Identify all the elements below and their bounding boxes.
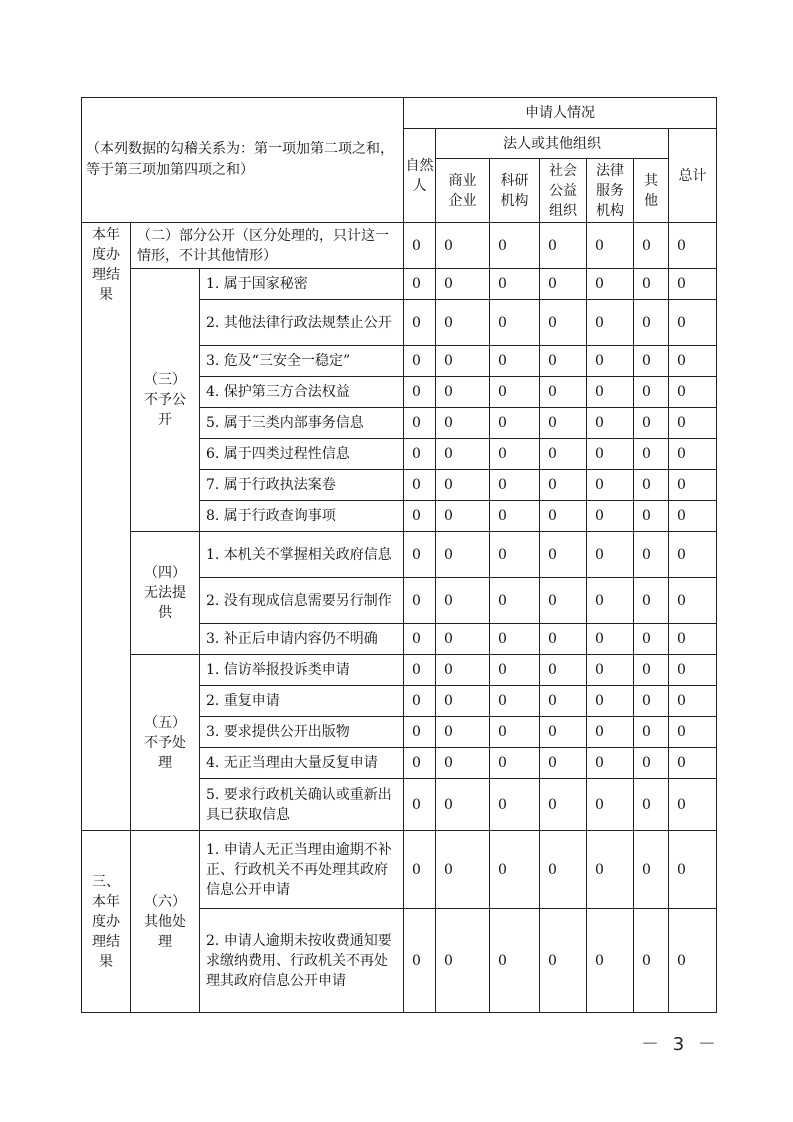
row-label: 2. 重复申请	[200, 686, 404, 717]
value-cell: 0	[634, 223, 669, 269]
value-cell: 0	[490, 501, 540, 532]
row-label: 1. 属于国家秘密	[200, 269, 404, 300]
value-cell: 0	[587, 748, 634, 779]
value-cell: 0	[490, 624, 540, 655]
value-cell: 0	[669, 532, 717, 578]
value-cell: 0	[490, 269, 540, 300]
value-cell: 0	[587, 909, 634, 1013]
row-label: 2. 申请人逾期未按收费通知要求缴纳费用、行政机关不再处理其政府信息公开申请	[200, 909, 404, 1013]
value-cell: 0	[436, 346, 490, 377]
value-cell: 0	[634, 439, 669, 470]
value-cell: 0	[669, 686, 717, 717]
value-cell: 0	[404, 624, 436, 655]
value-cell: 0	[436, 779, 490, 831]
value-cell: 0	[587, 624, 634, 655]
value-cell: 0	[587, 408, 634, 439]
value-cell: 0	[540, 377, 587, 408]
value-cell: 0	[540, 346, 587, 377]
value-cell: 0	[669, 408, 717, 439]
value-cell: 0	[634, 748, 669, 779]
value-cell: 0	[669, 223, 717, 269]
value-cell: 0	[540, 300, 587, 346]
value-cell: 0	[436, 578, 490, 624]
value-cell: 0	[404, 300, 436, 346]
row-label: 2. 没有现成信息需要另行制作	[200, 578, 404, 624]
value-cell: 0	[436, 831, 490, 909]
category-cell: 本年度办理结果	[82, 223, 131, 831]
row-label: 5. 属于三类内部事务信息	[200, 408, 404, 439]
value-cell: 0	[404, 831, 436, 909]
value-cell: 0	[669, 269, 717, 300]
value-cell: 0	[669, 470, 717, 501]
value-cell: 0	[669, 717, 717, 748]
value-cell: 0	[540, 470, 587, 501]
value-cell: 0	[404, 748, 436, 779]
row-label: 1. 申请人无正当理由逾期不补正、行政机关不再处理其政府信息公开申请	[200, 831, 404, 909]
row-label: 3. 要求提供公开出版物	[200, 717, 404, 748]
value-cell: 0	[587, 346, 634, 377]
value-cell: 0	[436, 269, 490, 300]
value-cell: 0	[669, 831, 717, 909]
value-cell: 0	[490, 346, 540, 377]
value-cell: 0	[540, 748, 587, 779]
value-cell: 0	[490, 439, 540, 470]
value-cell: 0	[436, 300, 490, 346]
value-cell: 0	[634, 831, 669, 909]
value-cell: 0	[404, 470, 436, 501]
value-cell: 0	[634, 269, 669, 300]
value-cell: 0	[436, 532, 490, 578]
table-row	[82, 223, 717, 269]
value-cell: 0	[404, 686, 436, 717]
group-cell: （六）其他处理	[131, 831, 200, 1013]
table-row	[82, 269, 717, 300]
group-cell: （三）不予公开	[131, 269, 200, 532]
value-cell: 0	[540, 624, 587, 655]
value-cell: 0	[436, 909, 490, 1013]
value-cell: 0	[634, 346, 669, 377]
value-cell: 0	[490, 408, 540, 439]
table-row	[82, 831, 717, 909]
value-cell: 0	[490, 748, 540, 779]
value-cell: 0	[404, 377, 436, 408]
value-cell: 0	[634, 624, 669, 655]
value-cell: 0	[436, 439, 490, 470]
value-cell: 0	[436, 470, 490, 501]
value-cell: 0	[634, 655, 669, 686]
value-cell: 0	[490, 779, 540, 831]
value-cell: 0	[540, 408, 587, 439]
value-cell: 0	[404, 346, 436, 377]
row-label: 1. 本机关不掌握相关政府信息	[200, 532, 404, 578]
value-cell: 0	[490, 655, 540, 686]
value-cell: 0	[587, 501, 634, 532]
value-cell: 0	[404, 717, 436, 748]
value-cell: 0	[669, 578, 717, 624]
row-label: 4. 保护第三方合法权益	[200, 377, 404, 408]
value-cell: 0	[587, 831, 634, 909]
value-cell: 0	[436, 223, 490, 269]
value-cell: 0	[404, 532, 436, 578]
value-cell: 0	[669, 748, 717, 779]
value-cell: 0	[490, 686, 540, 717]
value-cell: 0	[436, 377, 490, 408]
value-cell: 0	[587, 470, 634, 501]
row-label: 1. 信访举报投诉类申请	[200, 655, 404, 686]
value-cell: 0	[669, 346, 717, 377]
value-cell: 0	[490, 300, 540, 346]
value-cell: 0	[436, 748, 490, 779]
value-cell: 0	[490, 831, 540, 909]
row-label: 4. 无正当理由大量反复申请	[200, 748, 404, 779]
value-cell: 0	[587, 300, 634, 346]
value-cell: 0	[540, 779, 587, 831]
relation-note: （本列数据的勾稽关系为：第一项加第二项之和，等于第三项加第四项之和）	[82, 98, 404, 223]
value-cell: 0	[404, 223, 436, 269]
value-cell: 0	[436, 655, 490, 686]
value-cell: 0	[634, 779, 669, 831]
value-cell: 0	[587, 439, 634, 470]
value-cell: 0	[587, 779, 634, 831]
group-cell: （四）无法提供	[131, 532, 200, 655]
row-label: （二）部分公开（区分处理的，只计这一情形，不计其他情形）	[131, 223, 404, 269]
value-cell: 0	[634, 532, 669, 578]
value-cell: 0	[436, 624, 490, 655]
value-cell: 0	[669, 501, 717, 532]
government-info-disclosure-table	[81, 97, 717, 1013]
value-cell: 0	[540, 578, 587, 624]
legal-or-other-org-header: 法人或其他组织	[436, 129, 669, 159]
value-cell: 0	[404, 655, 436, 686]
value-cell: 0	[669, 439, 717, 470]
value-cell: 0	[540, 717, 587, 748]
value-cell: 0	[587, 269, 634, 300]
row-label: 3. 补正后申请内容仍不明确	[200, 624, 404, 655]
value-cell: 0	[540, 269, 587, 300]
value-cell: 0	[404, 578, 436, 624]
value-cell: 0	[634, 408, 669, 439]
value-cell: 0	[490, 377, 540, 408]
value-cell: 0	[404, 408, 436, 439]
value-cell: 0	[540, 223, 587, 269]
value-cell: 0	[540, 831, 587, 909]
page-number: － 3 －	[641, 1034, 720, 1055]
row-label: 6. 属于四类过程性信息	[200, 439, 404, 470]
value-cell: 0	[669, 377, 717, 408]
value-cell: 0	[490, 909, 540, 1013]
value-cell: 0	[669, 300, 717, 346]
value-cell: 0	[490, 578, 540, 624]
value-cell: 0	[490, 717, 540, 748]
row-label: 7. 属于行政执法案卷	[200, 470, 404, 501]
value-cell: 0	[404, 779, 436, 831]
value-cell: 0	[436, 501, 490, 532]
group-cell: （五）不予处理	[131, 655, 200, 831]
total-header: 总计	[669, 129, 717, 223]
applicant-situation-header: 申请人情况	[404, 98, 717, 129]
value-cell: 0	[540, 655, 587, 686]
value-cell: 0	[634, 578, 669, 624]
value-cell: 0	[436, 686, 490, 717]
category-cell: 三、本年度办理结果	[82, 831, 131, 1013]
value-cell: 0	[634, 377, 669, 408]
org-col-header: 科研机构	[490, 159, 540, 223]
value-cell: 0	[669, 779, 717, 831]
value-cell: 0	[634, 909, 669, 1013]
row-label: 2. 其他法律行政法规禁止公开	[200, 300, 404, 346]
value-cell: 0	[404, 501, 436, 532]
org-col-header: 法律服务机构	[587, 159, 634, 223]
value-cell: 0	[669, 909, 717, 1013]
row-label: 8. 属于行政查询事项	[200, 501, 404, 532]
value-cell: 0	[634, 470, 669, 501]
value-cell: 0	[540, 532, 587, 578]
value-cell: 0	[490, 532, 540, 578]
org-col-header: 社会公益组织	[540, 159, 587, 223]
value-cell: 0	[587, 532, 634, 578]
org-col-header: 商业企业	[436, 159, 490, 223]
value-cell: 0	[634, 501, 669, 532]
value-cell: 0	[490, 470, 540, 501]
value-cell: 0	[634, 300, 669, 346]
org-col-header: 其他	[634, 159, 669, 223]
value-cell: 0	[587, 223, 634, 269]
row-label: 3. 危及“三安全一稳定”	[200, 346, 404, 377]
table-row	[82, 655, 717, 686]
value-cell: 0	[436, 717, 490, 748]
value-cell: 0	[587, 377, 634, 408]
value-cell: 0	[587, 717, 634, 748]
value-cell: 0	[634, 717, 669, 748]
value-cell: 0	[436, 408, 490, 439]
value-cell: 0	[404, 439, 436, 470]
value-cell: 0	[540, 909, 587, 1013]
value-cell: 0	[669, 655, 717, 686]
value-cell: 0	[634, 686, 669, 717]
value-cell: 0	[669, 624, 717, 655]
value-cell: 0	[404, 269, 436, 300]
value-cell: 0	[490, 223, 540, 269]
value-cell: 0	[587, 578, 634, 624]
value-cell: 0	[540, 439, 587, 470]
value-cell: 0	[587, 655, 634, 686]
value-cell: 0	[404, 909, 436, 1013]
row-label: 5. 要求行政机关确认或重新出具已获取信息	[200, 779, 404, 831]
value-cell: 0	[540, 686, 587, 717]
natural-person-header: 自然人	[404, 129, 436, 223]
value-cell: 0	[540, 501, 587, 532]
value-cell: 0	[587, 686, 634, 717]
table-row	[82, 532, 717, 578]
